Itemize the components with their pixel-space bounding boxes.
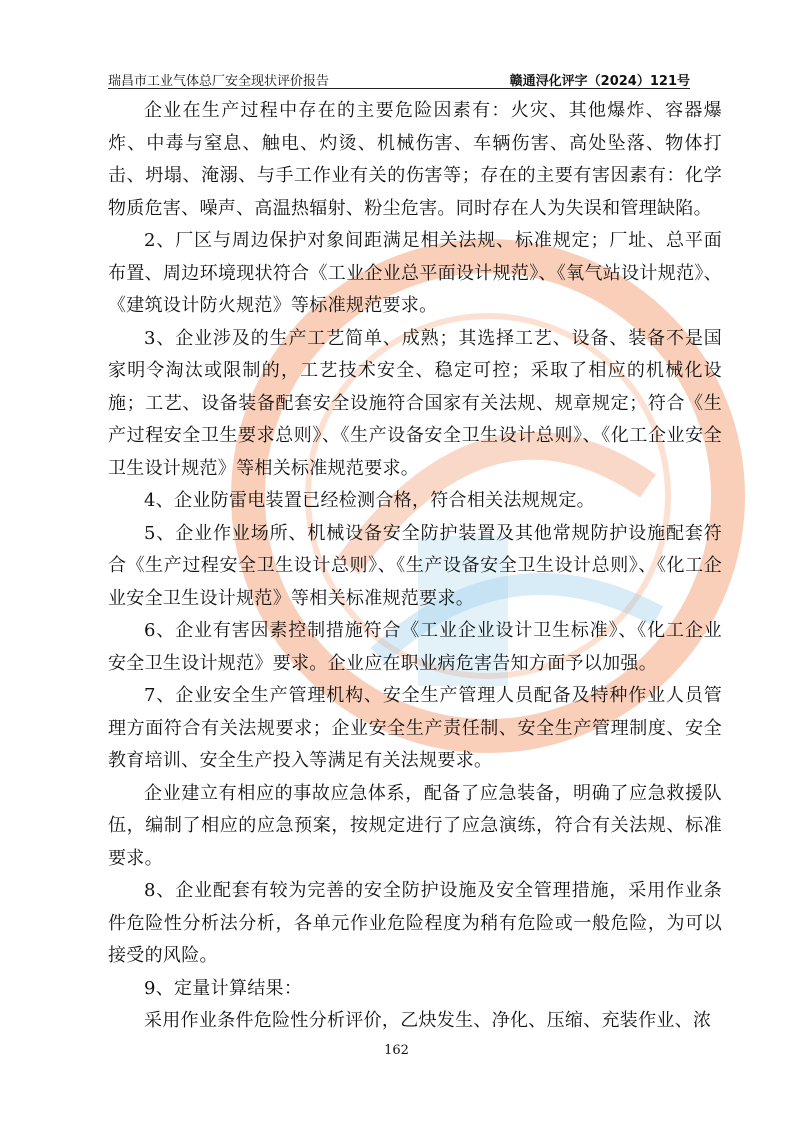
paragraph-hazards: 企业在生产过程中存在的主要危险因素有：火灾、其他爆炸、容器爆炸、中毒与窒息、触电、灼烫、机械伤害、车辆伤害、高处坠落、物体打击、坍塌、淹溺、与手工作业有关的伤害等；存在的主要有害因素有：化学物质危害、噪声、高温热辐射、粉尘危害。同时存在人为失误和管理缺陷。 <box>108 100 722 219</box>
paragraph-item-4: 4、企业防雷电装置已经检测合格，符合相关法规规定。 <box>144 490 595 511</box>
page-header <box>108 68 690 88</box>
document-code: 赣通浔化评字（2024）121号 <box>509 74 690 89</box>
page-number: 162 <box>384 1043 409 1058</box>
paragraph-item-9: 9、定量计算结果： <box>144 977 303 999</box>
paragraph-item-3: 3、企业涉及的生产工艺简单、成熟；其选择工艺、设备、装备不是国家明令淘汰或限制的，工艺技术安全、稳定可控；采取了相应的机械化设施；工艺、设备装备配套安全设施符合国家有关法规、规章规定；符合《生产过程安全卫生要求总则》、《生产设备安全卫生设计总则》、《化工企业安全卫生设计规范》等相关标准规范要求。 <box>108 327 722 479</box>
paragraph-item-2: 2、厂区与周边保护对象间距满足相关法规、标准规定；厂址、总平面布置、周边环境现状符合《工业企业总平面设计规范》、《氧气站设计规范》、《建筑设计防火规范》等标准规范要求。 <box>108 230 722 316</box>
header-divider <box>108 88 690 89</box>
report-title: 瑞昌市工业气体总厂安全现状评价报告 <box>108 74 330 89</box>
paragraph-calculation: 采用作业条件危险性分析评价，乙炔发生、净化、压缩、充装作业、浓 <box>144 1010 712 1031</box>
paragraph-item-7: 7、企业安全生产管理机构、安全生产管理人员配备及特种作业人员管理方面符合有关法规要求；企业安全生产责任制、安全生产管理制度、安全教育培训、安全生产投入等满足有关法规要求。 <box>108 685 722 771</box>
body-text <box>108 95 722 1038</box>
paragraph-item-8: 8、企业配套有较为完善的安全防护设施及安全管理措施，采用作业条件危险性分析法分析，各单元作业危险程度为稍有危险或一般危险，为可以接受的风险。 <box>108 880 722 966</box>
paragraph-item-6: 6、企业有害因素控制措施符合《工业企业设计卫生标准》、《化工企业安全卫生设计规范》要求。企业应在职业病危害告知方面予以加强。 <box>108 620 722 674</box>
paragraph-item-5: 5、企业作业场所、机械设备安全防护装置及其他常规防护设施配套符合《生产过程安全卫生设计总则》、《生产设备安全卫生设计总则》、《化工企业安全卫生设计规范》等相关标准规范要求。 <box>108 522 722 609</box>
paragraph-emergency: 企业建立有相应的事故应急体系，配备了应急装备，明确了应急救援队伍，编制了相应的应急预案，按规定进行了应急演练，符合有关法规、标准要求。 <box>108 782 722 869</box>
